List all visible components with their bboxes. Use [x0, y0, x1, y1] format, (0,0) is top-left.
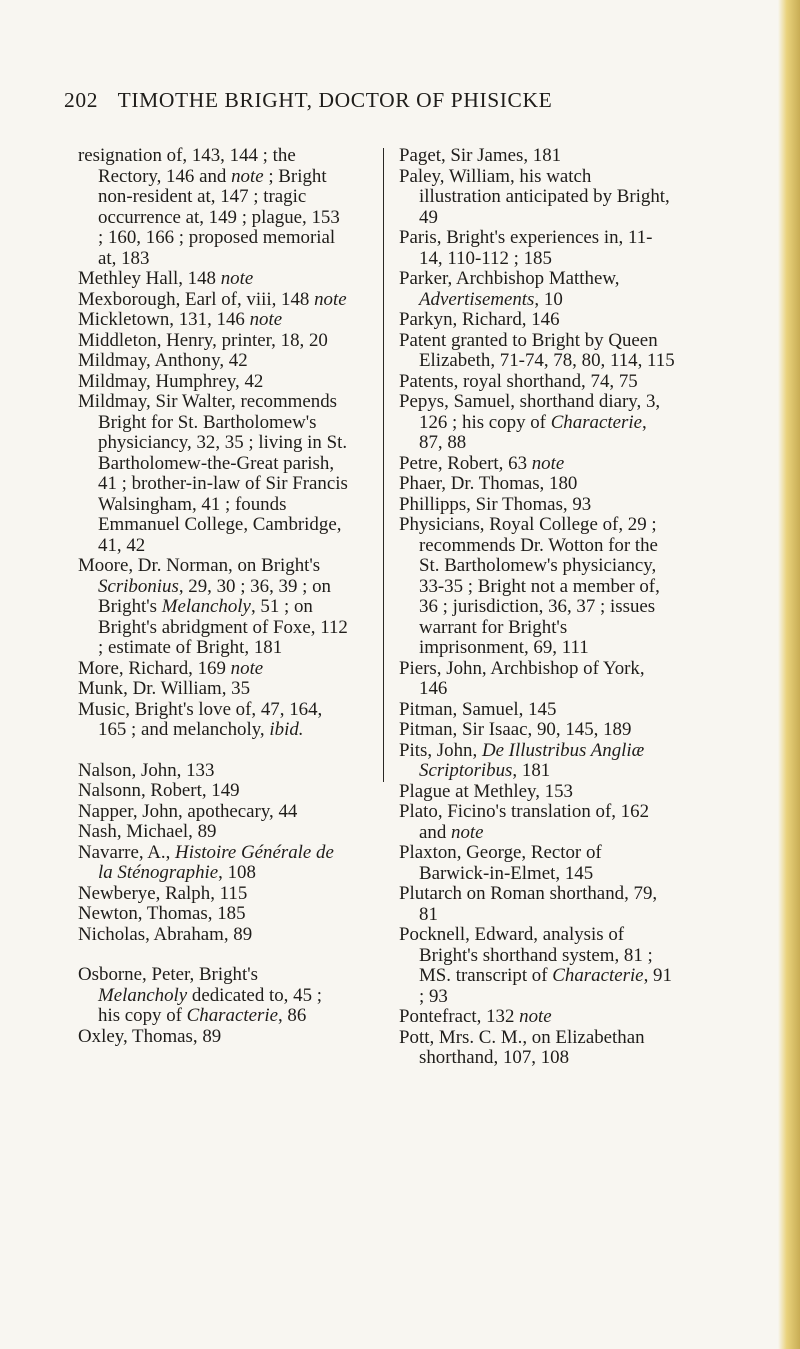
index-entry-text: Pits, John, — [399, 739, 482, 761]
index-entry-italic-text: Characterie — [552, 965, 644, 986]
index-entry — [78, 802, 348, 823]
index-entry-text: Plato, Ficino's translation of, 162 and — [399, 801, 650, 843]
index-entry — [399, 167, 675, 229]
index-entry — [399, 925, 675, 1007]
index-entry-text: Nalsonn, Robert, 149 — [78, 780, 240, 801]
index-entry-text: Napper, John, apothecary, 44 — [78, 800, 298, 822]
index-entry — [78, 843, 348, 884]
index-entry-italic-text: note — [451, 821, 484, 843]
index-entry — [78, 659, 348, 680]
index-entry-italic-text: note — [531, 452, 565, 474]
index-entry-text: Moore, Dr. Norman, on Bright's — [78, 555, 321, 576]
index-entry-text: Oxley, Thomas, 89 — [78, 1025, 222, 1047]
index-entry-italic-text: note — [249, 309, 283, 330]
index-entry-text: Pitman, Sir Isaac, 90, 145, 189 — [399, 719, 632, 740]
index-entry-text: Methley Hall, 148 — [78, 268, 221, 289]
index-entry — [78, 1027, 348, 1048]
index-entry-text: Piers, John, Archbishop of York, 146 — [399, 657, 645, 699]
index-entry-text: ; Bright non-resident at, 147 ; tragic occurrence at, 149 ; plague, 153 ; 160, 166 ; proposed memorial at, 183 — [98, 165, 340, 269]
index-entry-italic-text: Advertisements — [419, 288, 535, 310]
index-entry-italic-text: Histoire Générale de la Sténographie — [98, 841, 334, 883]
index-entry-italic-text: note — [220, 268, 254, 289]
index-entry-text: Phaer, Dr. Thomas, 180 — [399, 473, 578, 494]
index-entry-text: , 86 — [277, 1005, 307, 1026]
index-entry-italic-text: Melancholy — [161, 596, 251, 617]
index-entry-text: Patent granted to Bright by Queen Elizabeth, 71-74, 78, 80, 114, 115 — [399, 329, 675, 371]
index-entry-text: resignation of, 143, 144 ; the Rectory, 146 and — [78, 145, 296, 187]
index-entry-text: Newton, Thomas, 185 — [78, 903, 246, 924]
index-entry — [399, 331, 675, 372]
index-entry — [399, 659, 675, 700]
index-entry-text: Physicians, Royal College of, 29 ; recommends Dr. Wotton for the St. Bartholomew's physiciancy, 33-35 ; Bright not a member of, 36 ; jurisdiction, 36, 37 ; issues warrant for Bright's imprisonment, 69, 111 — [399, 514, 660, 658]
index-entry-text: Pocknell, Edward, analysis of Bright's shorthand system, 81 ; MS. transcript of — [399, 924, 653, 986]
index-entry-text: Pott, Mrs. C. M., on Elizabethan shorthand, 107, 108 — [399, 1026, 645, 1068]
index-entry-italic-text: note — [519, 1006, 552, 1027]
index-entry-text: Mildmay, Sir Walter, recommends Bright for St. Bartholomew's physiciancy, 32, 35 ; living in St. Bartholomew-the-Great parish, 41 ; brother-in-law of Sir Francis Walsingham, 41 ; founds Emmanuel College, Cambridge, 41, 42 — [78, 391, 348, 556]
index-entry — [399, 720, 675, 741]
index-entry-text: Mildmay, Anthony, 42 — [78, 350, 248, 371]
index-entry — [78, 310, 348, 331]
index-entry — [78, 392, 348, 556]
index-entry-italic-text: note — [314, 288, 347, 310]
index-entry-text: Middleton, Henry, printer, 18, 20 — [78, 329, 328, 351]
index-entry-text: , 51 ; on Bright's abridgment of Foxe, 112 ; estimate of Bright, 181 — [98, 596, 348, 658]
index-entry — [399, 700, 675, 721]
index-entry-text: , 87, 88 — [419, 411, 647, 453]
index-entry — [399, 495, 675, 516]
index-entry-text: , 181 — [512, 760, 551, 781]
index-entry-text: Newberye, Ralph, 115 — [78, 882, 248, 904]
index-entry — [399, 782, 675, 803]
index-entry — [78, 925, 348, 946]
index-entry — [399, 802, 675, 843]
index-entry — [78, 351, 348, 372]
index-entry-italic-text: note — [230, 657, 264, 679]
index-entry-text: , 10 — [534, 288, 563, 310]
index-entry-text: Munk, Dr. William, 35 — [78, 678, 251, 699]
index-entry-italic-text: ibid. — [269, 719, 304, 740]
index-entry — [399, 1028, 675, 1069]
index-entry-italic-text: Scribonius — [98, 575, 179, 597]
letter-section-gap — [78, 741, 348, 761]
index-entry — [399, 884, 675, 925]
letter-section-gap — [78, 945, 348, 965]
index-entry — [78, 679, 348, 700]
index-entry — [78, 884, 348, 905]
index-entry — [78, 269, 348, 290]
index-entry — [399, 269, 675, 310]
index-entry — [78, 761, 348, 782]
index-entry — [78, 700, 348, 741]
index-entry — [399, 310, 675, 331]
index-entry — [78, 965, 348, 1027]
index-entry — [78, 372, 348, 393]
index-entry-text: Navarre, A., — [78, 841, 176, 863]
index-entry — [78, 331, 348, 352]
index-entry-italic-text: note — [231, 165, 264, 187]
index-entry-text: , 29, 30 ; 36, 39 ; on Bright's — [98, 575, 331, 617]
index-entry — [399, 146, 675, 167]
index-entry — [399, 515, 675, 659]
page-number: 202 — [64, 88, 99, 112]
index-entry-text: Parker, Archbishop Matthew, — [399, 268, 620, 289]
index-entry-text: Pontefract, 132 — [399, 1006, 520, 1027]
index-entry-text: Parkyn, Richard, 146 — [399, 309, 560, 330]
index-entry-text: More, Richard, 169 — [78, 657, 231, 679]
index-entry — [399, 741, 675, 782]
index-entry — [78, 146, 348, 269]
index-entry-text: Plutarch on Roman shorthand, 79, 81 — [399, 883, 658, 925]
index-entry — [399, 372, 675, 393]
index-column-left — [78, 146, 348, 1047]
index-entry-text: Pepys, Samuel, shorthand diary, 3, 126 ; his copy of — [399, 391, 661, 433]
index-entry-text: Music, Bright's love of, 47, 164, 165 ; and melancholy, — [78, 698, 323, 740]
index-entry-italic-text: Characterie — [186, 1005, 278, 1026]
index-entry-text: , 91 ; 93 — [419, 965, 672, 1007]
index-entry — [399, 228, 675, 269]
index-entry-text: Nicholas, Abraham, 89 — [78, 923, 253, 945]
index-entry-text: Plague at Methley, 153 — [399, 780, 573, 802]
index-entry-text: Osborne, Peter, Bright's — [78, 964, 258, 985]
index-entry-text: Nalson, John, 133 — [78, 759, 215, 781]
index-entry-text: Mickletown, 131, 146 — [78, 309, 250, 330]
index-entry-text: Paris, Bright's experiences in, 11-14, 110-112 ; 185 — [399, 227, 653, 269]
running-title: TIMOTHE BRIGHT, DOCTOR OF PHISICKE — [117, 88, 553, 112]
index-entry — [78, 781, 348, 802]
index-entry-text: Phillipps, Sir Thomas, 93 — [399, 493, 592, 515]
index-entry-italic-text: Characterie — [550, 411, 642, 433]
index-entry-text: Patents, royal shorthand, 74, 75 — [399, 370, 638, 392]
index-entry-text: Paget, Sir James, 181 — [399, 145, 562, 166]
index-entry — [399, 454, 675, 475]
index-entry-text: Petre, Robert, 63 — [399, 452, 532, 474]
index-entry-text: Mexborough, Earl of, viii, 148 — [78, 288, 315, 310]
index-column-right — [399, 146, 675, 1069]
index-entry — [78, 556, 348, 659]
gilt-page-edge — [778, 0, 800, 1349]
index-entry — [78, 290, 348, 311]
index-entry — [399, 474, 675, 495]
index-entry — [399, 1007, 675, 1028]
index-entry — [78, 822, 348, 843]
index-entry — [399, 392, 675, 454]
index-entry-text: , 108 — [218, 862, 256, 883]
index-entry-text: Paley, William, his watch illustration anticipated by Bright, 49 — [399, 165, 670, 228]
index-entry — [78, 904, 348, 925]
index-entry — [399, 843, 675, 884]
index-entry-text: Nash, Michael, 89 — [78, 821, 217, 842]
index-entry-italic-text: Melancholy — [98, 984, 188, 1006]
index-entry-text: Plaxton, George, Rector of Barwick-in-Elmet, 145 — [399, 842, 602, 884]
index-entry-text: Mildmay, Humphrey, 42 — [78, 370, 264, 392]
index-entry-italic-text: De Illustribus Angliæ Scriptoribus — [419, 739, 645, 781]
index-entry-text: dedicated to, 45 ; his copy of — [98, 984, 322, 1026]
running-header — [64, 88, 724, 113]
index-entry-text: Pitman, Samuel, 145 — [399, 698, 557, 720]
column-divider — [383, 148, 384, 782]
